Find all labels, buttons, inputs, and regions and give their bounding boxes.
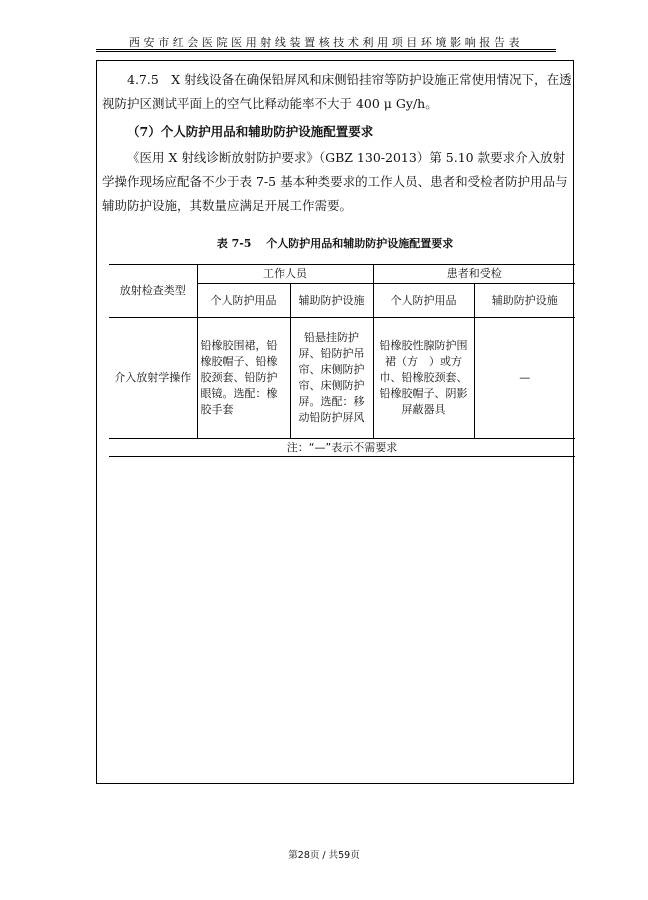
header-rule-bottom bbox=[96, 51, 556, 52]
paragraph-4-7-5: 4.7.5 X 射线设备在确保铅屏风和床侧铅挂帘等防护设施正常使用情况下，在透视防护区测试平面上的空气比释动能率不大于 400 μ Gy/h。 bbox=[102, 72, 572, 111]
cell-staff-personal: 铅橡胶围裙，铅橡胶帽子、铅橡胶颈套、铅防护眼镜。选配：橡胶手套 bbox=[197, 318, 290, 439]
page-number: 第28页 / 共59页 bbox=[288, 850, 360, 861]
cell-exam-type: 介入放射学操作 bbox=[109, 318, 197, 439]
cell-staff-aux: 铅悬挂防护屏、铅防护吊帘、床侧防护帘、床侧防护屏。选配：移动铅防护屏风 bbox=[290, 318, 373, 439]
protection-equipment-table bbox=[109, 264, 575, 457]
cell-patient-personal: 铅橡胶性腺防护围裙（方 ）或方巾、铅橡胶颈套、铅橡胶帽子、阴影屏蔽器具 bbox=[373, 318, 474, 439]
table-row bbox=[109, 318, 575, 439]
paragraph-gbz-requirement: 《医用 X 射线诊断放射防护要求》（GBZ 130-2013）第 5.10 款要求介入放射学操作现场应配备不少于表 7-5 基本种类要求的工作人员、患者和受检者防护用品与辅助防护设施，其数量应满足开展工作需要。 bbox=[102, 150, 568, 213]
header-rule-top bbox=[96, 49, 556, 50]
header-staff-group: 工作人员 bbox=[197, 265, 373, 284]
header-staff-personal: 个人防护用品 bbox=[197, 284, 290, 318]
report-header-title: 西安市红会医院医用射线装置核技术利用项目环境影响报告表 bbox=[128, 36, 524, 49]
header-staff-aux: 辅助防护设施 bbox=[290, 284, 373, 318]
header-patient-personal: 个人防护用品 bbox=[373, 284, 474, 318]
header-exam-type: 放射检查类型 bbox=[109, 265, 197, 318]
header-patient-aux: 辅助防护设施 bbox=[474, 284, 575, 318]
header-patient-group: 患者和受检 bbox=[373, 265, 575, 284]
cell-patient-aux: — bbox=[474, 318, 575, 439]
table-note: 注：“—”表示不需要求 bbox=[109, 439, 575, 457]
section-heading: （7）个人防护用品和辅助防护设施配置要求 bbox=[127, 124, 374, 139]
table-caption: 表 7-5 个人防护用品和辅助防护设施配置要求 bbox=[216, 237, 454, 250]
